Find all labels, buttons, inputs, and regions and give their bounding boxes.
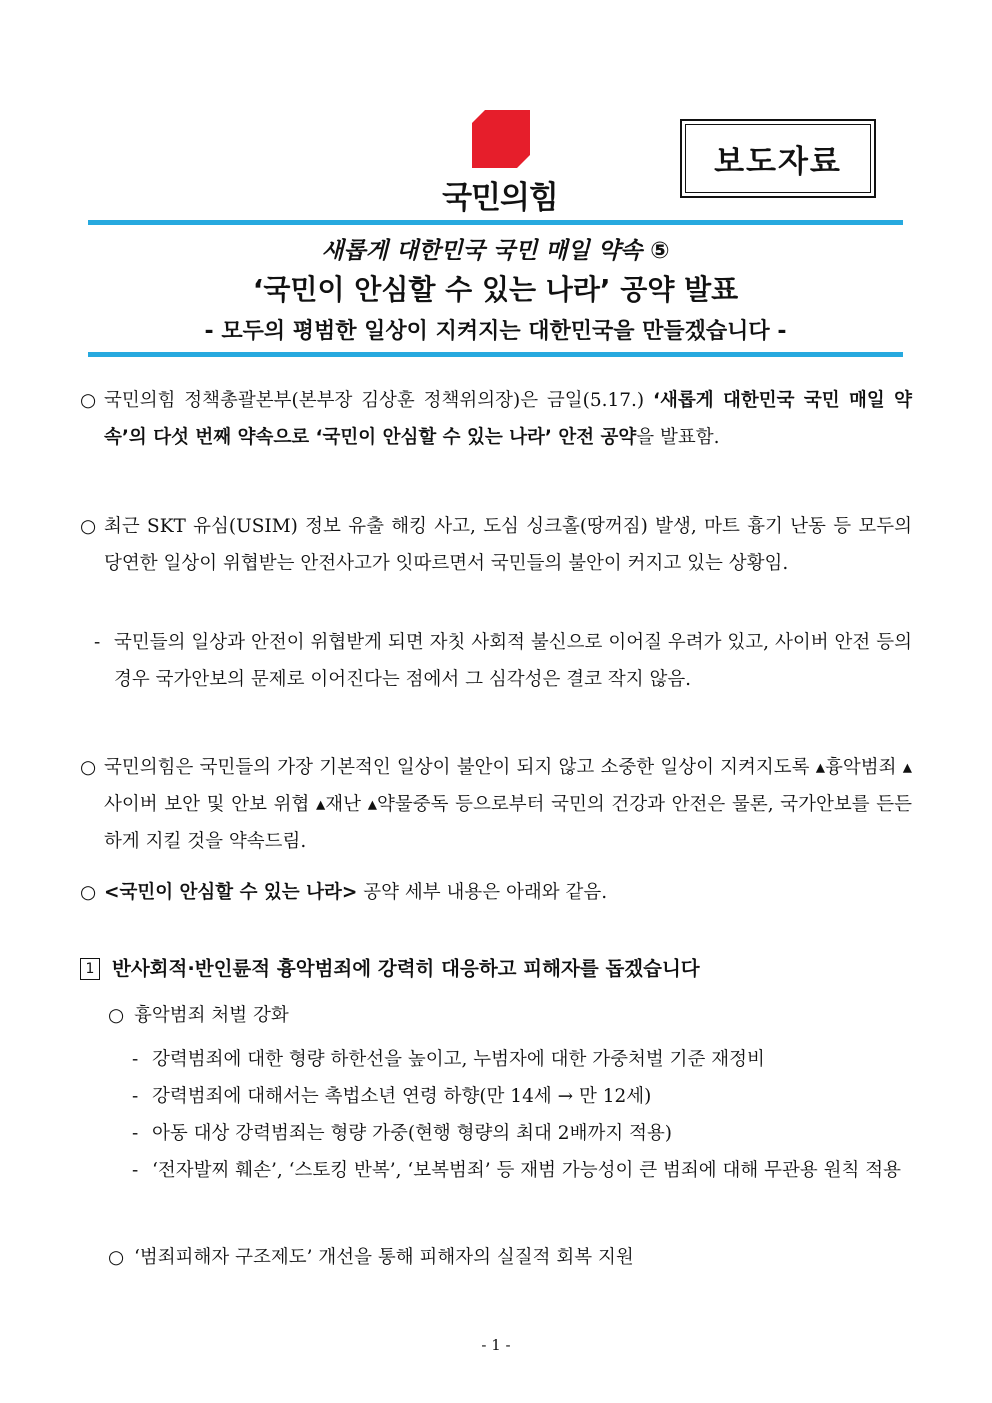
bullet-icon: ○ <box>80 757 97 778</box>
paragraph-1: ○ 국민의힘 정책총괄본부(본부장 김상훈 정책위의장)은 금일(5.17.) ‘새롭게 대한민국 국민 매일 약속’의 다섯 번째 약속으로 ‘국민이 안심할 수 있는 나라’ 안전 공약을 발표함. <box>104 382 912 456</box>
paragraph-2-sub: - 국민들의 일상과 안전이 위협받게 되면 자칫 사회적 불신으로 이어질 우려가 있고, 사이버 안전 등의 경우 국가안보의 문제로 이어진다는 점에서 그 심각성은 결코 작지 않음. <box>114 624 912 698</box>
party-logo-mark <box>472 110 530 168</box>
section-1-heading <box>80 953 900 981</box>
headline-title: ‘국민이 안심할 수 있는 나라’ 공약 발표 <box>252 273 739 306</box>
bullet-icon: ○ <box>80 882 97 903</box>
bottom-rule <box>88 352 903 357</box>
press-release-label: 보도자료 <box>685 124 871 193</box>
list-item: - 강력범죄에 대한 형량 하한선을 높이고, 누범자에 대한 가중처벌 기준 재정비 <box>152 1041 765 1078</box>
top-rule <box>88 220 903 225</box>
list-item: - ‘전자발찌 훼손’, ‘스토킹 반복’, ‘보복범죄’ 등 재범 가능성이 큰 범죄에 대해 무관용 원칙 적용 <box>152 1152 904 1189</box>
press-release-box <box>680 119 876 198</box>
bullet-icon: ○ <box>108 1247 125 1268</box>
paragraph-4: ○ <국민이 안심할 수 있는 나라> 공약 세부 내용은 아래와 같음. <box>104 874 912 911</box>
headline-subtitle: - 모두의 평범한 일상이 지켜지는 대한민국을 만들겠습니다 - <box>204 319 787 344</box>
section-1-title: 반사회적·반인륜적 흉악범죄에 강력히 대응하고 피해자를 돕겠습니다 <box>112 957 700 980</box>
headline-series: 새롭게 대한민국 국민 매일 약속 ⑤ <box>321 238 670 264</box>
section-1-item-2: ○ ‘범죄피해자 구조제도’ 개선을 통해 피해자의 실질적 회복 지원 <box>134 1239 634 1276</box>
dash-marker: - <box>94 632 101 653</box>
bullet-icon: ○ <box>108 1005 125 1026</box>
page-number: - 1 - <box>481 1336 511 1354</box>
bullet-icon: ○ <box>80 516 97 537</box>
bullet-icon: ○ <box>80 390 97 411</box>
section-number-box: 1 <box>80 958 100 980</box>
dash-marker: - <box>132 1086 139 1107</box>
dash-marker: - <box>132 1123 139 1144</box>
party-logo-text: 국민의힘 <box>442 180 558 216</box>
paragraph-3: ○ 국민의힘은 국민들의 가장 기본적인 일상이 불안이 되지 않고 소중한 일상이 지켜지도록 ▴흉악범죄 ▴사이버 보안 및 안보 위협 ▴재난 ▴약물중독 등으로부터 국민의 건강과 안전은 물론, 국가안보를 든든하게 지킬 것을 약속드림. <box>104 749 912 860</box>
paragraph-2: ○ 최근 SKT 유심(USIM) 정보 유출 해킹 사고, 도심 싱크홀(땅꺼짐) 발생, 마트 흉기 난동 등 모두의 당연한 일상이 위협받는 안전사고가 잇따르면서 국민들의 불안이 커지고 있는 상황임. <box>104 508 912 582</box>
dash-marker: - <box>132 1160 139 1181</box>
dash-marker: - <box>132 1049 139 1070</box>
list-item: - 아동 대상 강력범죄는 형량 가중(현행 형량의 최대 2배까지 적용) <box>152 1115 672 1152</box>
section-1-item-1: ○ 흉악범죄 처벌 강화 <box>134 997 289 1034</box>
list-item: - 강력범죄에 대해서는 촉법소년 연령 하향(만 14세 → 만 12세) <box>152 1078 651 1115</box>
